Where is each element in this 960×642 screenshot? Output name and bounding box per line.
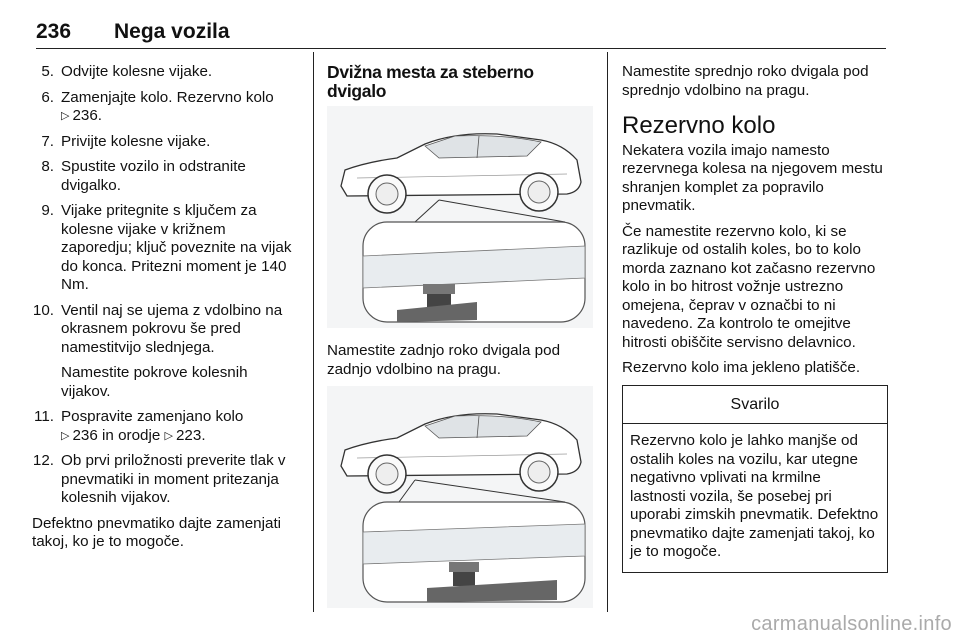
paragraph: Rezervno kolo ima jekleno platišče. xyxy=(622,359,861,376)
step-item: 9. Vijake pritegnite s ključem za kolesne vijake v križnem zaporedju; ključ poveznite na vijak do konca. Pritezni moment je 140 Nm. xyxy=(41,202,292,293)
watermark: carmanualsonline.info xyxy=(751,613,952,635)
paragraph: Če namestite rezervno kolo, ki se razlikuje od ostalih koles, bo to kolo morda zaznano kot začasno rezervno kolo in bo hitrost vožnje ustrezno omejena, čeprav v označbi to ni navedeno. Za kontrolo te omejitve hitrosti obiščite servisno delavnico. xyxy=(622,222,876,351)
column-right xyxy=(622,63,888,573)
step-item: 10. Ventil naj se ujema z vdolbino na okrasnem pokrovu še pred namestitvijo slednjega. xyxy=(32,301,283,356)
page-reference-link[interactable]: ▷ 223. xyxy=(165,427,206,444)
column-left xyxy=(32,63,300,559)
column-divider xyxy=(607,52,608,612)
section-heading: Dvižna mesta za steberno dvigalo xyxy=(327,62,534,101)
warning-box xyxy=(622,385,888,573)
step-item: 12. Ob prvi priložnosti preverite tlak v pnevmatiki in moment pritezanja kolesnih vijakov. xyxy=(32,452,286,506)
rear-lift-caption: Namestite zadnjo roko dvigala pod zadnjo vdolbino na pragu. xyxy=(327,342,561,378)
rear-lift-point-illustration xyxy=(327,386,593,608)
step-item: 6. Zamenjajte kolo. Rezervno kolo ▷ 236. xyxy=(32,89,300,126)
paragraph: Nekatera vozila imajo namesto rezervnega kolesa na njegovem mestu shranjen komplet za popravilo pnevmatik. xyxy=(622,141,883,214)
step-note: Namestite pokrove kolesnih vijakov. xyxy=(61,364,248,400)
page-reference-link[interactable]: ▷ 236 xyxy=(61,427,98,444)
warning-title: Svarilo xyxy=(623,386,887,425)
column-middle xyxy=(327,63,595,622)
step-item: 11. Pospravite zamenjano kolo ▷ 236 in orodje ▷ 223. xyxy=(32,408,300,445)
step-item: 5. Odvijte kolesne vijake. xyxy=(41,63,213,80)
step-item: 7. Privijte kolesne vijake. xyxy=(41,132,211,150)
front-lift-caption: Namestite sprednjo roko dvigala pod sprednjo vdolbino na pragu. xyxy=(622,63,869,99)
page-number: 236 xyxy=(36,20,72,43)
page-header xyxy=(36,14,886,49)
step-item: 8. Spustite vozilo in odstranite dvigalko. xyxy=(41,158,246,194)
section-heading: Rezervno kolo xyxy=(622,112,776,139)
front-lift-point-illustration xyxy=(327,106,593,328)
column-divider xyxy=(313,52,314,612)
closing-paragraph: Defektno pnevmatiko dajte zamenjati takoj, ko je to mogoče. xyxy=(32,514,282,550)
page-reference-link[interactable]: ▷ 236. xyxy=(61,107,102,124)
warning-text: Rezervno kolo je lahko manjše od ostalih koles na vozilu, kar utegne negativno vplivati na krmilne lastnosti vozila, še posebej pri uporabi zimskih pnevmatik. Defektno pnevmatiko dajte zamenjati takoj, ko je to mogoče. xyxy=(630,432,879,560)
chapter-title: Nega vozila xyxy=(114,20,230,43)
